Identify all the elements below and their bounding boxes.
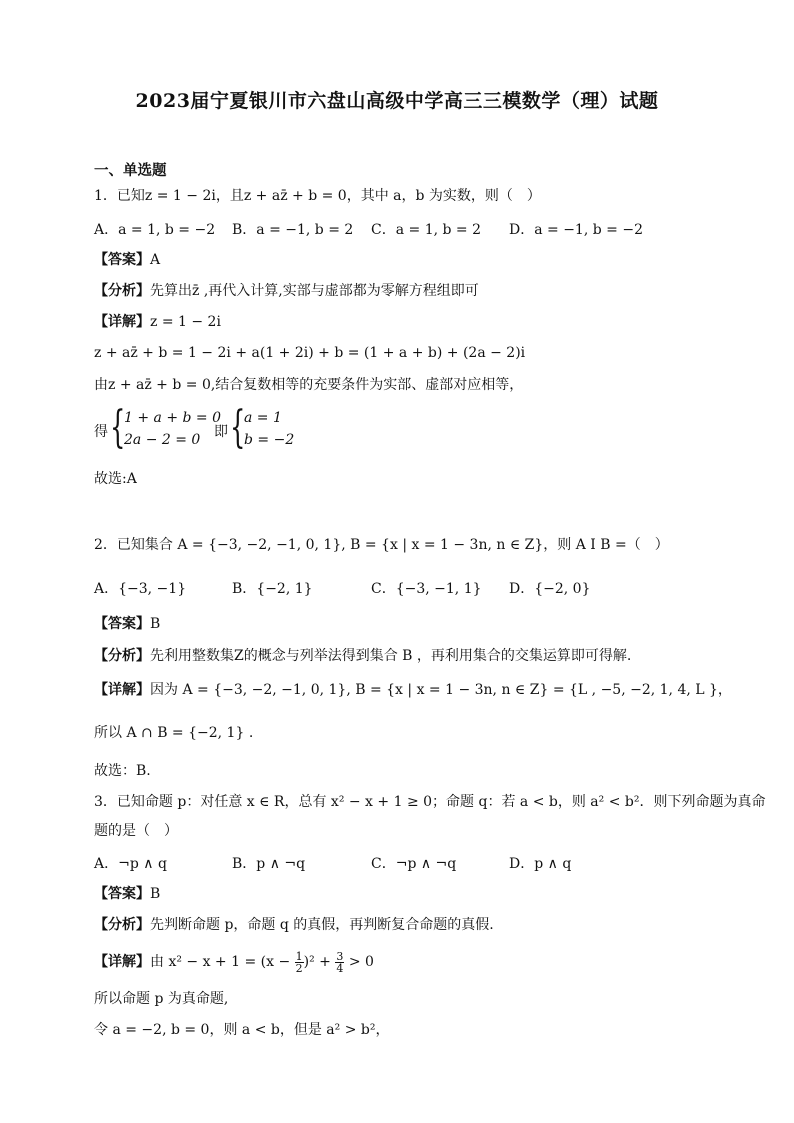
q3-detail-line1: 所以命题 p 为真命题, bbox=[94, 991, 229, 1007]
left-brace-2: { bbox=[230, 402, 246, 453]
q2-option-a: A．{−3, −1} bbox=[94, 581, 187, 597]
fraction-numerator: 3 bbox=[336, 949, 344, 963]
fraction-denominator: 4 bbox=[336, 961, 344, 975]
q3-detail bbox=[94, 950, 374, 974]
detail-text-pre: 由 x² − x + 1 = (x − bbox=[150, 954, 295, 970]
fraction-half bbox=[295, 951, 304, 974]
system2-row2: b = −2 bbox=[244, 432, 295, 448]
q1-option-d: D．a = −1, b = −2 bbox=[509, 222, 643, 238]
analysis-text: 先算出z̄ ,再代入计算,实部与虚部都为零解方程组即可 bbox=[150, 283, 479, 299]
analysis-text: 先判断命题 p，命题 q 的真假，再判断复合命题的真假. bbox=[150, 917, 494, 933]
q1-option-a: A．a = 1, b = −2 bbox=[94, 222, 216, 238]
q1-option-c: C．a = 1, b = 2 bbox=[371, 222, 481, 238]
detail-text: 因为 A = {−3, −2, −1, 0, 1}, B = {x | x = 1 − 3n, n ∈ Z} = {L , −5, −2, 1, 4, L }， bbox=[150, 682, 732, 698]
q3-option-b: B．p ∧ ¬q bbox=[232, 856, 306, 872]
answer-tag: 【答案】 bbox=[94, 886, 150, 902]
answer-value: B bbox=[150, 616, 161, 632]
q3-option-c: C．¬p ∧ ¬q bbox=[371, 856, 457, 872]
left-brace-1: { bbox=[110, 402, 126, 453]
fraction-numerator: 1 bbox=[295, 949, 303, 963]
q2-detail-line1: 所以 A ∩ B = {−2, 1} . bbox=[94, 725, 254, 741]
system1-row1: 1 + a + b = 0 bbox=[124, 410, 222, 426]
detail-text: z = 1 − 2i bbox=[150, 314, 221, 330]
analysis-tag: 【分析】 bbox=[94, 283, 150, 299]
detail-tag: 【详解】 bbox=[94, 682, 150, 698]
q1-equation-system bbox=[94, 402, 394, 454]
analysis-text: 先利用整数集Z的概念与列举法得到集合 B ，再利用集合的交集运算即可得解. bbox=[150, 648, 632, 664]
q1-answer bbox=[94, 250, 160, 270]
q1-detail-line2: 由z + az̄ + b = 0,结合复数相等的充要条件为实部、虚部对应相等， bbox=[94, 377, 524, 393]
answer-value: B bbox=[150, 886, 161, 902]
ji-label: 即 bbox=[214, 424, 228, 440]
q3-analysis bbox=[94, 915, 494, 935]
q3-option-a: A．¬p ∧ q bbox=[94, 856, 167, 872]
answer-value: A bbox=[150, 252, 161, 268]
system1-row2: 2a − 2 = 0 bbox=[124, 432, 201, 448]
q1-detail bbox=[94, 312, 221, 332]
system2-row1: a = 1 bbox=[244, 410, 282, 426]
de-label: 得 bbox=[94, 424, 108, 440]
q2-analysis bbox=[94, 646, 631, 666]
q1-option-b: B．a = −1, b = 2 bbox=[232, 222, 354, 238]
q1-analysis bbox=[94, 281, 479, 301]
q2-detail bbox=[94, 680, 732, 700]
document-title: 2023届宁夏银川市六盘山高级中学高三三模数学（理）试题 bbox=[135, 90, 659, 112]
q2-conclusion: 故选：B. bbox=[94, 763, 151, 779]
q1-detail-line1: z + az̄ + b = 1 − 2i + a(1 + 2i) + b = (1 + a + b) + (2a − 2)i bbox=[94, 345, 526, 361]
q2-option-d: D．{−2, 0} bbox=[509, 581, 591, 597]
analysis-tag: 【分析】 bbox=[94, 917, 150, 933]
detail-tag: 【详解】 bbox=[94, 954, 150, 970]
answer-tag: 【答案】 bbox=[94, 616, 150, 632]
detail-text-mid: )² + bbox=[303, 954, 336, 970]
analysis-tag: 【分析】 bbox=[94, 648, 150, 664]
q1-stem: 1．已知z = 1 − 2i，且z + az̄ + b = 0，其中 a，b 为实数，则（ ） bbox=[94, 188, 541, 204]
detail-tag: 【详解】 bbox=[94, 314, 150, 330]
q1-conclusion: 故选:A bbox=[94, 471, 137, 487]
q3-answer bbox=[94, 884, 160, 904]
q3-stem-continued: 题的是（ ） bbox=[94, 823, 178, 839]
q2-answer bbox=[94, 614, 160, 634]
q3-detail-line2: 令 a = −2, b = 0，则 a < b，但是 a² > b²， bbox=[94, 1022, 390, 1038]
detail-text-post: > 0 bbox=[344, 954, 374, 970]
q2-option-b: B．{−2, 1} bbox=[232, 581, 313, 597]
section-heading: 一、单选题 bbox=[94, 162, 167, 179]
q2-stem: 2．已知集合 A = {−3, −2, −1, 0, 1}, B = {x | x = 1 − 3n, n ∈ Z}，则 A I B =（ ） bbox=[94, 537, 669, 553]
q2-option-c: C．{−3, −1, 1} bbox=[371, 581, 482, 597]
fraction-denominator: 2 bbox=[295, 961, 303, 975]
q3-option-d: D．p ∧ q bbox=[509, 856, 572, 872]
q3-stem: 3．已知命题 p：对任意 x ∈ R，总有 x² − x + 1 ≥ 0；命题 q：若 a < b，则 a² < b²．则下列命题为真命 bbox=[94, 794, 766, 810]
answer-tag: 【答案】 bbox=[94, 252, 150, 268]
